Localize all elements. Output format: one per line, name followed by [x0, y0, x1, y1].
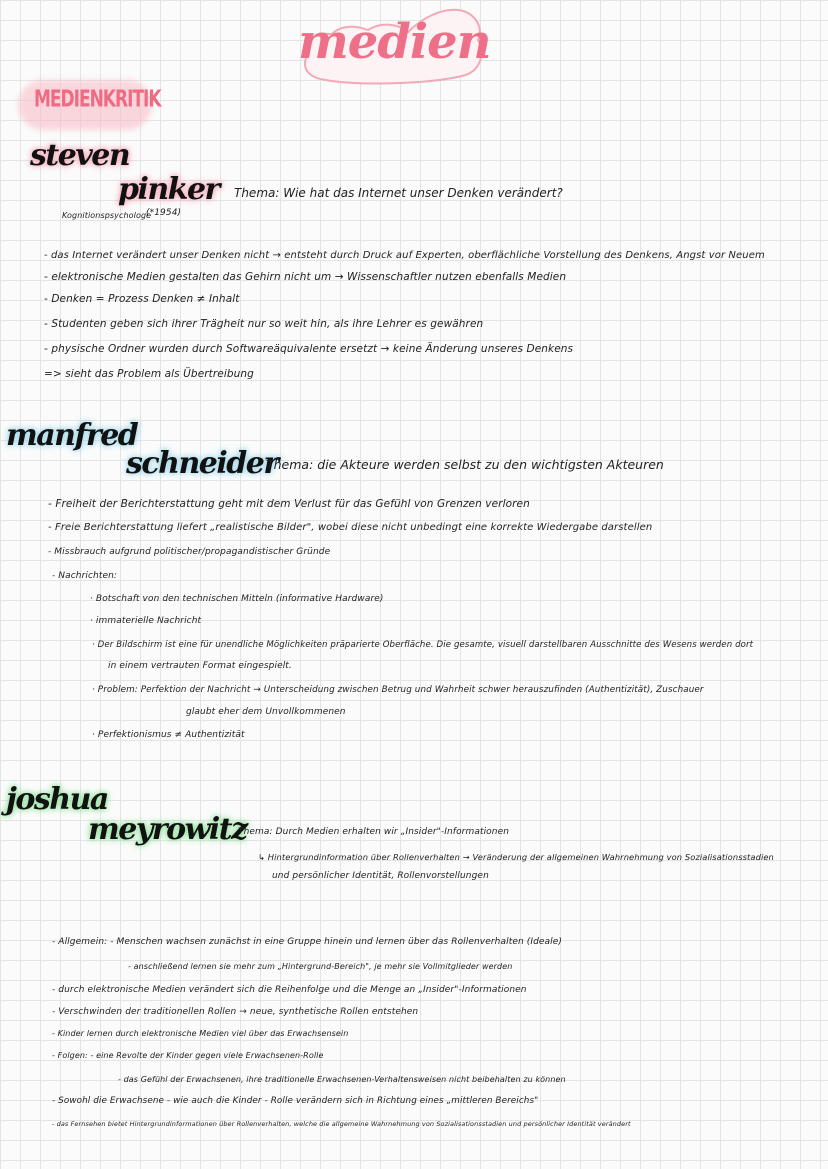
note-line: in einem vertrauten Format eingespielt.	[108, 661, 292, 671]
note-line: - elektronische Medien gestalten das Gehirn nicht um → Wissenschaftler nutzen ebenfalls Medien	[44, 271, 567, 283]
author-first-name-meyrowitz: joshua	[6, 782, 108, 817]
note-line: · Der Bildschirm ist eine für unendliche Möglichkeiten präparierte Oberfläche. Die gesamte, visuell darstellbaren Ausschnitte des Wesens werden dort	[92, 640, 754, 650]
author-last-name-schneider: schneider	[126, 446, 278, 481]
note-line: - das Internet verändert unser Denken nicht → entsteht durch Druck auf Experten, oberflächliche Vorstellung des Denkens, Angst vor Neuem	[44, 250, 765, 261]
author-first-name-pinker: steven	[30, 138, 130, 173]
note-line: - Verschwinden der traditionellen Rollen → neue, synthetische Rollen entstehen	[52, 1007, 419, 1017]
note-line: - Missbrauch aufgrund politischer/propagandistischer Gründe	[48, 547, 331, 557]
author-born: (*1954)	[146, 208, 182, 218]
note-line: - durch elektronische Medien verändert sich die Reihenfolge und die Menge an „Insider"-Informationen	[52, 985, 527, 995]
note-line: · Problem: Perfektion der Nachricht → Unterscheidung zwischen Betrug und Wahrheit schwer herauszufinden (Authentizität), Zuschauer	[92, 685, 704, 695]
note-line: - Freie Berichterstattung liefert „realistische Bilder", wobei diese nicht unbedingt eine korrekte Wiedergabe darstellen	[48, 522, 653, 533]
thema-meyrowitz: Thema: Durch Medien erhalten wir „Insider"-Informationen	[238, 827, 510, 837]
note-line: - Folgen: - eine Revolte der Kinder gegen viele Erwachsenen-Rolle	[52, 1051, 324, 1060]
note-line: · Botschaft von den technischen Mitteln (informative Hardware)	[90, 594, 384, 604]
note-line: - Studenten geben sich ihrer Trägheit nur so weit hin, als ihre Lehrer es gewähren	[44, 318, 484, 330]
note-line: => sieht das Problem als Übertreibung	[44, 368, 254, 380]
note-line: - anschließend lernen sie mehr zum „Hintergrund-Bereich", je mehr sie Vollmitglieder werden	[128, 962, 513, 971]
author-role: Kognitionspsychologe	[62, 211, 152, 220]
note-line: glaubt eher dem Unvollkommenen	[186, 707, 346, 717]
note-line: - Allgemein: - Menschen wachsen zunächst in eine Gruppe hinein und lernen über das Rollenverhalten (Ideale)	[52, 937, 563, 947]
thema-schneider: Thema: die Akteure werden selbst zu den wichtigsten Akteuren	[266, 457, 664, 472]
note-line: - das Fernsehen bietet Hintergrundinformationen über Rollenverhalten, welche die allgemeine Wahrnehmung von Sozialisationsstadien und persönlicher Identität verändert	[52, 1120, 631, 1128]
note-line: - das Gefühl der Erwachsenen, ihre traditionelle Erwachsenen-Verhaltensweisen nicht beibehalten zu können	[118, 1075, 566, 1084]
note-line: - Kinder lernen durch elektronische Medien viel über das Erwachsensein	[52, 1029, 349, 1038]
section-heading: MEDIENKRITIK	[34, 86, 161, 113]
page-title: medien	[298, 14, 491, 70]
author-last-name-pinker: pinker	[118, 172, 219, 207]
thema-meyrowitz-sub: ↳ Hintergrundinformation über Rollenverhalten → Veränderung der allgemeinen Wahrnehmung von Sozialisationsstadien	[258, 852, 774, 862]
note-line: · Perfektionismus ≠ Authentizität	[92, 730, 245, 740]
note-line: · immaterielle Nachricht	[90, 616, 202, 626]
note-line: - Freiheit der Berichterstattung geht mit dem Verlust für das Gefühl von Grenzen verloren	[48, 498, 530, 510]
note-line: - Nachrichten:	[52, 571, 118, 581]
title-sticker	[298, 6, 491, 86]
thema-pinker: Thema: Wie hat das Internet unser Denken verändert?	[234, 186, 563, 200]
note-line: - Denken = Prozess Denken ≠ Inhalt	[44, 293, 240, 305]
thema-meyrowitz-sub: und persönlicher Identität, Rollenvorstellungen	[272, 871, 489, 881]
author-first-name-schneider: manfred	[6, 418, 138, 453]
author-last-name-meyrowitz: meyrowitz	[88, 812, 247, 847]
note-line: - physische Ordner wurden durch Softwareäquivalente ersetzt → keine Änderung unseres Denkens	[44, 343, 574, 355]
note-line: - Sowohl die Erwachsene - wie auch die Kinder - Rolle verändern sich in Richtung eines „mittleren Bereichs"	[52, 1096, 539, 1106]
